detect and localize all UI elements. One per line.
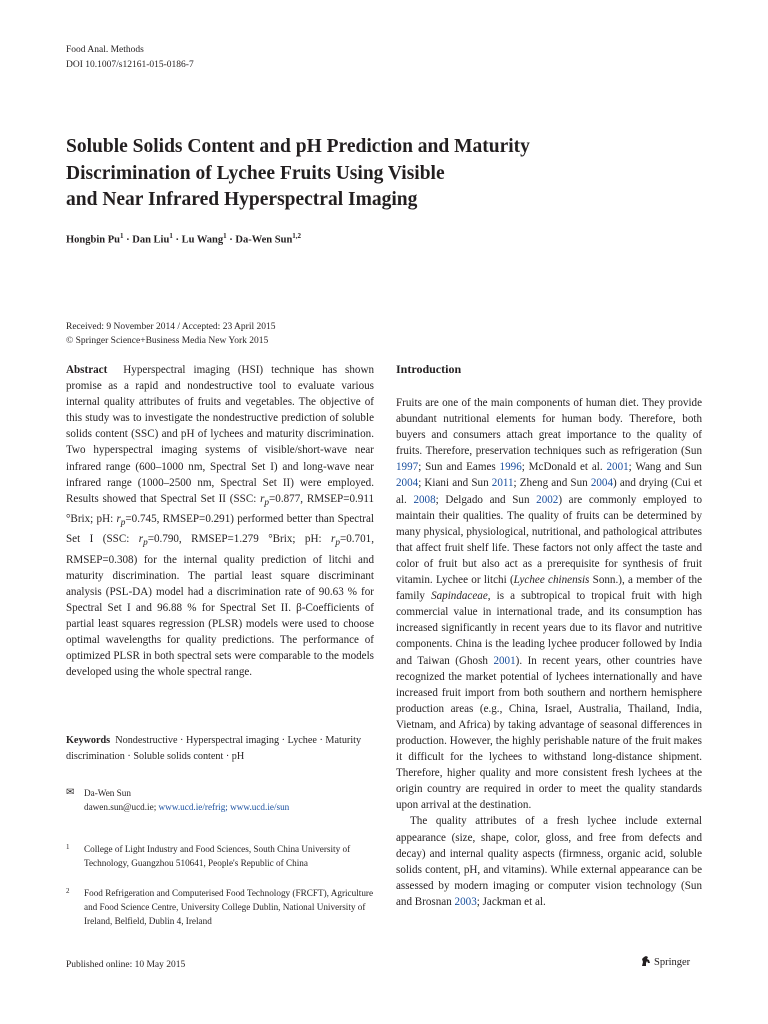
title-line-1: Soluble Solids Content and pH Prediction and Maturity bbox=[66, 136, 530, 157]
affiliation-number: 1 bbox=[66, 843, 70, 851]
springer-horse-icon bbox=[640, 955, 652, 967]
article-dates bbox=[66, 320, 275, 348]
abstract-label: Abstract bbox=[66, 364, 108, 376]
published-online: Published online: 10 May 2015 bbox=[66, 960, 186, 970]
p-subscript: p bbox=[143, 538, 148, 549]
corresponding-author bbox=[66, 786, 374, 814]
intro-text: ). In recent years, other countries have recognized the market potential of lychees internationally and have increased fruit import from both southern and northern hemisphere production areas (e.g., China, Israel, Australia, Thailand, India, Vietnam, and Africa) by taking advantage of seasonal differences in production. However, the highly perishable nature of the fruit makes it difficult for the lychees to withstand long-distance shipment. Therefore, higher quality and more consistent fresh lychees at the origin country are required in order to meet the quality standards upon arrival at the destination. bbox=[396, 654, 702, 812]
intro-text: ; Wang and Sun bbox=[628, 461, 702, 474]
affiliation-text: College of Light Industry and Food Sciences, South China University of Technology, Guangzhou 510641, People's Republic of China bbox=[84, 844, 351, 868]
received-accepted: Received: 9 November 2014 / Accepted: 23 April 2015 bbox=[66, 322, 276, 332]
publisher-logo bbox=[640, 955, 690, 968]
citation-link[interactable]: 2004 bbox=[396, 477, 419, 490]
envelope-icon: ✉ bbox=[66, 787, 75, 798]
abstract-text-2: =0.701, RMSEP=0.308) for the internal quality prediction of litchi and maturity discrimination. The partial least square discriminant analysis (PSL-DA) model had a discrimination rate of 90.63 % for Spectral Set I and 96.88 % for Spectral Set II. β-Coefficients of partial least squares regression (PLSR) models were used to choose optimal wavelengths for quality predictions. The performance of optimized PLSR in both spectral sets were comparable to the models developed using the whole spectral range. bbox=[66, 533, 374, 679]
affiliation-text: Food Refrigeration and Computerised Food Technology (FRCFT), Agriculture and Food Science Centre, University College Dublin, National University of Ireland, Belfield, Dublin 4, Ireland bbox=[84, 888, 374, 926]
intro-text: ) are commonly employed to maintain their qualities. The quality of fruits can be determined by many physical, physiological, nutritional, and pathological attributes that affect fruit shelf life. These factors not only affect the taste and color of fruit but also act as a prerequisite for synthesis of fruit vitamin. Lychee or litchi ( bbox=[396, 493, 702, 587]
intro-text: Fruits are one of the main components of human diet. They provide abundant nutritional elements for human body. Therefore, both buyers and consumers attach great importance to the quality of fruits. Therefore, preservation techniques such as refrigeration (Sun bbox=[396, 397, 702, 458]
author-list bbox=[66, 232, 301, 246]
p-subscript: p bbox=[335, 538, 340, 549]
author-separator: · bbox=[226, 234, 236, 246]
citation-link[interactable]: 1996 bbox=[499, 461, 522, 474]
intro-paragraph-2 bbox=[396, 813, 702, 910]
author-name[interactable]: Lu Wang bbox=[181, 234, 224, 246]
abstract-ph2: =0.745, RMSEP=0.291) performed better than Spectral Set I (SSC: bbox=[66, 513, 374, 546]
journal-name: Food Anal. Methods bbox=[66, 45, 144, 55]
citation-link[interactable]: 1997 bbox=[396, 461, 419, 474]
intro-text: Sonn.), a member of the family bbox=[396, 574, 703, 603]
citation-link[interactable]: 2002 bbox=[536, 493, 559, 506]
doi[interactable]: DOI 10.1007/s12161-015-0186-7 bbox=[66, 60, 194, 70]
abstract-ssc2: =0.877, RMSEP=0.911 °Brix; pH: bbox=[66, 492, 375, 526]
contact-url-sun[interactable]: www.ucd.ie/sun bbox=[230, 802, 290, 812]
citation-link[interactable]: 2004 bbox=[590, 477, 614, 490]
introduction-heading: Introduction bbox=[396, 362, 462, 376]
contact-url-refrig[interactable]: www.ucd.ie/refrig; bbox=[158, 802, 228, 812]
author-affiliation: 1,2 bbox=[292, 232, 302, 240]
affiliation-2 bbox=[66, 886, 374, 928]
contact-email[interactable]: dawen.sun@ucd.ie; bbox=[84, 802, 157, 812]
author-affiliation: 1 bbox=[169, 232, 173, 240]
keywords-label: Keywords bbox=[66, 735, 111, 746]
intro-text: ; Zheng and Sun bbox=[513, 477, 591, 490]
abstract-ssc1: =0.790, RMSEP=1.279 °Brix; pH: bbox=[147, 533, 332, 546]
intro-text: ; Kiani and Sun bbox=[418, 477, 492, 490]
intro-text: ) and drying (Cui et al. bbox=[396, 477, 702, 506]
p-subscript: p bbox=[120, 518, 126, 529]
intro-text: , is a subtropical to tropical fruit with high commercial value in international trade, and its consumption has increased significantly in recent years due to its flavor and nutritive components. China is the leading lychee producer followed by India and Taiwan (Ghosh bbox=[396, 590, 702, 667]
citation-link[interactable]: 2003 bbox=[454, 895, 477, 908]
intro-text: The quality attributes of a fresh lychee include external appearance (size, shape, color, gloss, and free from defects and decay) and internal quality aspects (firmness, organic acid, soluble solids content, pH, and vitamins). While external appearance can be assessed by modern imaging or computer vision technology (Sun and Brosnan bbox=[396, 815, 702, 908]
intro-paragraph-1 bbox=[396, 395, 702, 813]
title-line-3: and Near Infrared Hyperspectral Imaging bbox=[66, 189, 418, 210]
r-symbol: r bbox=[260, 492, 265, 505]
abstract bbox=[66, 362, 374, 680]
author-separator: · bbox=[123, 234, 133, 246]
intro-text: ; Sun and Eames bbox=[418, 461, 500, 474]
author-name[interactable]: Da-Wen Sun bbox=[235, 234, 293, 246]
title-line-2: Discrimination of Lychee Fruits Using Visible bbox=[66, 162, 445, 184]
intro-text: ; Delgado and Sun bbox=[435, 493, 537, 506]
family-name: Sapindaceae bbox=[431, 590, 488, 603]
author-name[interactable]: Hongbin Pu bbox=[66, 234, 120, 246]
keywords bbox=[66, 733, 374, 765]
r-symbol: r bbox=[331, 533, 336, 546]
copyright: © Springer Science+Business Media New York 2015 bbox=[66, 336, 269, 346]
p-subscript: p bbox=[264, 497, 270, 508]
r-symbol: r bbox=[138, 533, 144, 546]
author-separator: · bbox=[172, 234, 182, 246]
citation-link[interactable]: 2001 bbox=[606, 461, 629, 474]
publisher-name: Springer bbox=[654, 957, 691, 968]
paper-title bbox=[66, 134, 626, 214]
author-affiliation: 1 bbox=[223, 232, 227, 240]
abstract-text-1: Hyperspectral imaging (HSI) technique has shown promise as a rapid and nondestructive tool to evaluate various internal quality attributes of fruits and vegetables. The objective of this study was to investigate the nondestructive prediction of soluble solids content (SSC) and pH of lychees and maturity discrimination. Two hyperspectral imaging systems of visible/short-wave near infrared range (600–1000 nm, Spectral Set I) and long-wave near infrared range (1000–2500 nm, Spectral Set II) were employed. Results showed that Spectral Set II (SSC: bbox=[66, 364, 375, 505]
keywords-text: Nondestructive · Hyperspectral imaging · Lychee · Maturity discrimination · Soluble solids content · pH bbox=[66, 735, 362, 762]
citation-link[interactable]: 2011 bbox=[491, 477, 514, 490]
intro-text: ; McDonald et al. bbox=[521, 461, 607, 474]
journal-header bbox=[66, 43, 194, 73]
intro-text: ; Jackman et al. bbox=[476, 895, 546, 908]
citation-link[interactable]: 2001 bbox=[493, 654, 516, 667]
contact-name: Da-Wen Sun bbox=[84, 788, 131, 798]
author-affiliation: 1 bbox=[119, 232, 124, 240]
species-name: Lychee chinensis bbox=[513, 574, 590, 587]
author-name[interactable]: Dan Liu bbox=[132, 234, 170, 246]
affiliation-number: 2 bbox=[66, 887, 70, 895]
citation-link[interactable]: 2008 bbox=[413, 493, 436, 506]
introduction-body bbox=[396, 395, 702, 910]
affiliation-1 bbox=[66, 842, 374, 870]
r-symbol: r bbox=[116, 513, 121, 526]
